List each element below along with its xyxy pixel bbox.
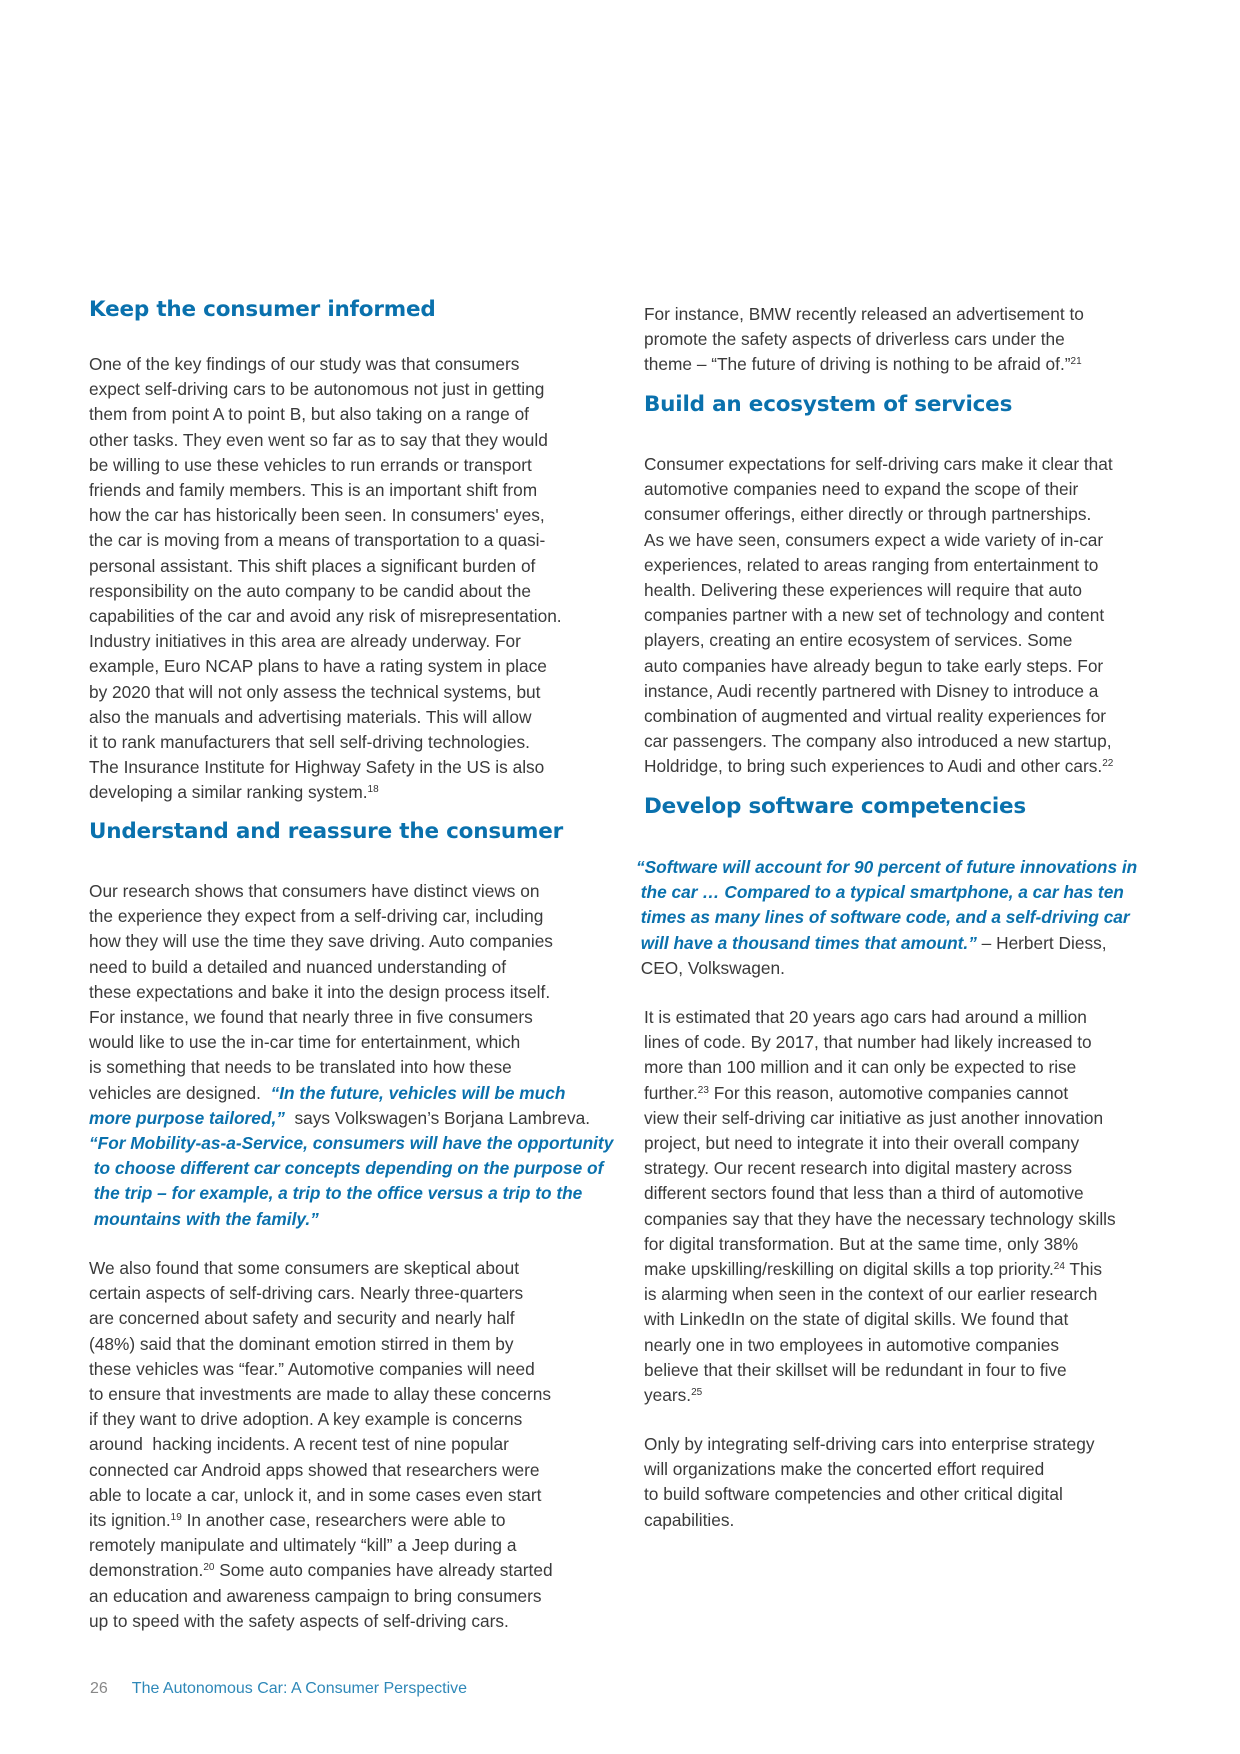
heading-software: Develop software competencies bbox=[644, 794, 1027, 819]
footnote-ref: 20 bbox=[203, 1562, 215, 1574]
body-text: One of the key findings of our study was that consumers expect self-driving cars to be autonomous not just in getting them from point A to point B, but also taking on a range of other tasks. They even went so far as to say that they would be willing to use these vehicles to run errands or transport friends and family members. This is an important shift from how the car has historically been seen. In consumers' eyes, the car is moving from a means of transportation to a quasi- personal assistant. This shift places a significant burden of responsibility on the auto company to be candid about the capabilities of the car and avoid any risk of misrepresentation. Industry initiatives in this area are already underway. For example, Euro NCAP plans to have a rating system in place by 2020 that will not only assess the technical systems, but also the manuals and advertising materials. This will allow it to rank manufacturers that sell self-driving technologies. The Insurance Institute for Highway Safety in the US is also developing a similar ranking system. bbox=[89, 354, 562, 803]
footnote-ref: 22 bbox=[1102, 758, 1114, 770]
page-footer bbox=[90, 1680, 467, 1698]
body-text: says Volkswagen’s Borjana Lambreva. bbox=[294, 1107, 591, 1128]
paragraph-conclusion bbox=[644, 1432, 1094, 1533]
paragraph-keep-informed bbox=[89, 352, 562, 806]
body-text: For this reason, automotive companies cannot view their self-driving car initiative as just another innovation project, but need to integrate it into their overall company strategy. Our recent research into digital mastery across different sectors found that less than a third of automotive companies say that they have the necessary technology skills for digital transformation. But at the same time, only 38% make upskilling/reskilling on digital skills a top priority. bbox=[644, 1082, 1116, 1280]
body-text: This is alarming when seen in the context of our earlier research with LinkedIn on the state of digital skills. We found that nearly one in two employees in automotive companies believe that their skillset will be redundant in four to five years. bbox=[644, 1259, 1103, 1406]
footnote-ref: 19 bbox=[170, 1512, 182, 1524]
pull-quote-text: “For Mobility-as-a-Service, consumers will have the opportunity to choose different car concepts depending on the purpose of the trip – for example, a trip to the office versus a trip to the mountains with the family.” bbox=[89, 1133, 614, 1229]
body-text: We also found that some consumers are skeptical about certain aspects of self-driving cars. Nearly three-quarters are concerned about safety and security and nearly half (48%) said that the dominant emotion stirred in them by these vehicles was “fear.” Automotive companies will need to ensure that investments are made to allay these concerns if they want to drive adoption. A key example is concerns around hacking incidents. A recent test of nine popular connected car Android apps showed that researchers were able to locate a car, unlock it, and in some cases even start its ignition. bbox=[89, 1258, 552, 1531]
paragraph-bmw bbox=[644, 302, 1084, 378]
heading-keep-consumer-informed: Keep the consumer informed bbox=[89, 297, 436, 322]
quote-herbert-diess bbox=[636, 855, 1137, 981]
body-text: Some auto companies have already started an education and awareness campaign to bring consumers up to speed with the safety aspects of self-driving cars. bbox=[89, 1560, 553, 1631]
paragraph-lines-of-code bbox=[644, 1005, 1116, 1408]
body-text: Our research shows that consumers have distinct views on the experience they expect from a self-driving car, including how they will use the time they save driving. Auto companies need to build a detailed and nuanced understanding of these expectations and bake it into the design process itself. For instance, we found that nearly three in five consumers would like to use the in-car time for entertainment, which is something that needs to be translated into how these vehicles are designed. bbox=[89, 881, 553, 1103]
document-title: The Autonomous Car: A Consumer Perspective bbox=[131, 1680, 468, 1697]
pull-quote-text: “Software will account for 90 percent of future innovations in the car … Compared to a typical smartphone, a car has ten times as many lines of software code, and a self-driving car will have a thousand times that amount.” bbox=[636, 857, 1138, 953]
footnote-ref: 21 bbox=[1070, 356, 1082, 368]
paragraph-ecosystem bbox=[644, 452, 1113, 780]
footnote-ref: 23 bbox=[697, 1084, 709, 1096]
heading-understand-reassure: Understand and reassure the consumer bbox=[89, 819, 564, 844]
body-text: In another case, researchers were able to remotely manipulate and ultimately “kill” a Jeep during a demonstration. bbox=[89, 1510, 517, 1581]
footnote-ref: 18 bbox=[367, 784, 379, 796]
page-number: 26 bbox=[90, 1680, 108, 1697]
body-text: – Herbert Diess, CEO, Volkswagen. bbox=[640, 932, 1107, 978]
pull-quote-text: “In the future, vehicles will be much more purpose tailored,” bbox=[89, 1082, 566, 1128]
heading-ecosystem: Build an ecosystem of services bbox=[644, 392, 1013, 417]
paragraph-skeptical bbox=[89, 1256, 553, 1634]
body-text: Consumer expectations for self-driving cars make it clear that automotive companies need to expand the scope of their consumer offerings, either directly or through partnerships. As we have seen, consumers expect a wide variety of in-car experiences, related to areas ranging from entertainment to health. Delivering these experiences will require that auto companies partner with a new set of technology and content players, creating an entire ecosystem of services. Some auto companies have already begun to take early steps. For instance, Audi recently partnered with Disney to introduce a combination of augmented and virtual reality experiences for car passengers. The company also introduced a new startup, Holdridge, to bring such experiences to Audi and other cars. bbox=[644, 454, 1113, 777]
footnote-ref: 25 bbox=[691, 1387, 703, 1399]
body-text: Only by integrating self-driving cars into enterprise strategy will organizations make the concerted effort required to build software competencies and other critical digital capabilities. bbox=[644, 1434, 1095, 1530]
footnote-ref: 24 bbox=[1053, 1261, 1065, 1273]
body-text: It is estimated that 20 years ago cars had around a million lines of code. By 2017, that number had likely increased to more than 100 million and it can only be expected to rise further. bbox=[644, 1007, 1092, 1103]
body-text: For instance, BMW recently released an advertisement to promote the safety aspects of driverless cars under the theme – “The future of driving is nothing to be afraid of.” bbox=[644, 304, 1084, 375]
paragraph-research-views bbox=[89, 879, 613, 1232]
